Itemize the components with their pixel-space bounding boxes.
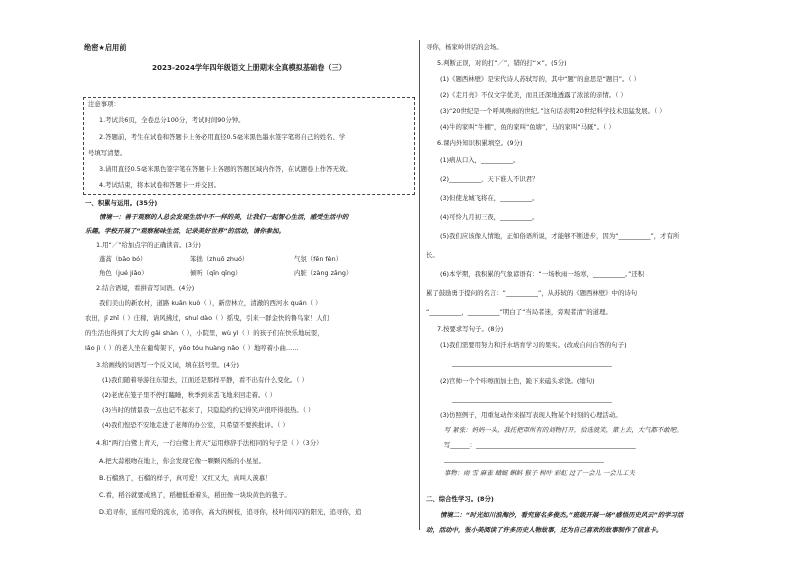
column-divider bbox=[419, 40, 420, 530]
fill-item: (2)__________，天下谁人不识君？ bbox=[440, 175, 539, 183]
answer-line: __________________________________________________ bbox=[452, 359, 612, 367]
fill-item: (6)本学期，我积累的气象谚语有：“一场秋雨一场寒，__________。”还积 bbox=[440, 270, 645, 278]
fill-item: (3)但使龙城飞将在，__________。 bbox=[440, 194, 539, 202]
judge-item: (2)《走月亮》不仅文字优美，而且还深地透露了浓浓的亲情。（ ） bbox=[440, 91, 627, 99]
fill-item: (1)病从口入，__________。 bbox=[440, 156, 520, 164]
pinyin-item: 气氛（fēn fèn） bbox=[294, 255, 343, 263]
notice-item: 3.请用直径0.5毫米黑色签字笔在答题卡上各题的答题区域内作答，在试题卷上作答无效。 bbox=[99, 165, 352, 173]
judge-item: (1)《题西林壁》是宋代诗人苏轼写的，其中“题”的意思是“题目”。（ ） bbox=[440, 75, 641, 83]
scene-text: 乐趣。学校开展了“观察秘味生活，记录美好世界”的活动，请你参加。 bbox=[85, 227, 285, 235]
question-1: 1.用“／”给加点字的正确读音。(3分) bbox=[96, 241, 201, 249]
pinyin-item: 倾听（qīn qīng） bbox=[190, 269, 242, 277]
passage-line: 农田，jī zhǐ（ ）庄稼，请风拂过，shuí dào（ ）摇曳，引来一群金快的鲁鸟家！人们 bbox=[85, 314, 330, 322]
fill-item: 累了鼓励勇于提问的名言：“__________”，从苏轼的《题西林壁》中的诗句 bbox=[426, 289, 638, 297]
option-c: C.看，稻谷就要成熟了，稻穗低垂着头，稻田像一块块黄色的毯子。 bbox=[99, 491, 291, 499]
question-2: 2.结合语境，看拼音写词语。(4分) bbox=[96, 284, 195, 292]
option-a: A.把大蒜根吻在地上，你会发现它像一颗颗闪烁的小星星。 bbox=[99, 457, 266, 465]
continued-text: 寻你，杨家岭讲话的会场。 bbox=[426, 43, 503, 51]
antonym-item: (3)当时的情景我一点也记不起来了，只隐隐约约记得笑声很吓得很热。（ ） bbox=[102, 406, 315, 414]
answer-line: __________________________________________________ bbox=[444, 455, 604, 463]
fill-item: (4)可怜九月初三夜，__________。 bbox=[440, 213, 539, 221]
judge-item: (4)牛的家叫“牛棚”，鱼的家叫“鱼塘”，马的家叫“马厩”。（ ） bbox=[440, 123, 615, 131]
question-7: 7.按要求写句子。(8分) bbox=[437, 325, 504, 333]
section-heading: 一、积累与运用。(35分) bbox=[85, 199, 158, 207]
notice-item: 号填写清楚。 bbox=[88, 149, 127, 157]
antonym-item: (4)我们惶恐不安地走进了老师的办公室，只希望不要挨批评。（ ） bbox=[102, 421, 289, 429]
rewrite-item: (2)官帅一个个咔嚓面加土色，跪下来磕头求饶。(缩句) bbox=[440, 377, 595, 385]
question-5: 5.判断正误，对的打“／”，错的打“×”。(5分) bbox=[437, 59, 567, 67]
antonym-item: (2)老虎在笼子里不停打瞌睡，秋季到来丢飞地来回走着。（ ） bbox=[102, 391, 277, 399]
option-d: D.追寻你，延绵可爱的流水，追寻你，高大的树枝，追寻你，枝叶间闪闪的阳光，追寻你，追 bbox=[99, 508, 362, 516]
pinyin-item: 角色（jué jiǎo） bbox=[99, 269, 148, 277]
pinyin-item: 内脏（zàng zāng） bbox=[294, 269, 353, 277]
notice-heading: 注意事项： bbox=[88, 100, 120, 108]
example-sentence: 写 紧张：妈妈一头，我托把罩所有的刘物打开，恰选就笑，第上去，大气都不敢吧。 bbox=[444, 426, 683, 434]
fill-item: (5)我们应该像人情地，正如俗语所说，才能够不断进步，因为“__________”，才有所 bbox=[440, 232, 680, 240]
passage-line: 的生活也得到了大大的 gǎi shàn（ ），小院里，wù yì（ ）的孩子们在快乐地玩耍， bbox=[85, 329, 324, 337]
notice-item: 2.答题前，考生在试卷和答题卡上务必用直径0.5毫米黑色墨水签字笔将自己的姓名、学 bbox=[99, 133, 346, 141]
scene-text: 动，活动中，张小美阅读了许多历史人物故事，还为自己喜欢的故事制作了信息卡。 bbox=[426, 526, 663, 534]
antonym-item: (1)我们随着导游往东望去，江面还是那样平静，看不出有什么变化。（ ） bbox=[102, 376, 308, 384]
question-6: 6.课内外知识积累填空。(9分) bbox=[437, 139, 523, 147]
secret-mark: 绝密★启用前 bbox=[84, 43, 127, 52]
passage-line: lǎo jì（ ）的老人坐在葡萄架下，yōo tóu huàng nǎo（ ）地哼着小曲…… bbox=[85, 344, 299, 352]
question-4: 4.和“两行白鹭上青天，一行白鹭上青天”运用修辞手法相同的句子是（ ）（3分） bbox=[96, 439, 323, 447]
scene-text: 情境二：“时光如川浪淘沙，看究留名多俊杰。”班级开展一场“感悟历史风云”的学习活 bbox=[440, 511, 684, 519]
rewrite-item: (1)我们需要用努力和汗水培育学习的果实。(改成自问自答的句子) bbox=[440, 341, 627, 349]
section-heading: 二、综合性学习。(8分) bbox=[426, 495, 494, 503]
rewrite-item: (3)仿照例子，用重复动作来描写表现人物某个时刻的心理活动。 bbox=[440, 411, 622, 419]
judge-item: (3)“20世纪是一个呼风唤雨的世纪。”这句话表明20世纪科学技术迅猛发展。（ ） bbox=[440, 107, 666, 115]
notice-item: 1.考试共6页，全卷总分100分，考试时间90分钟。 bbox=[99, 116, 245, 124]
fill-item: “__________，__________”明白了“当局者迷，旁观者清”的道理。 bbox=[426, 308, 612, 316]
pinyin-item: 笨拙（zhuō zhuó） bbox=[190, 255, 249, 263]
passage-line: 我们美山的新农村，道路 kuān kuò（ ），新房林立，清澈的西河水 quán（ ） bbox=[99, 299, 322, 307]
answer-line: 写______：__________________________________________________ bbox=[444, 441, 636, 449]
answer-line: __________________________________________________ bbox=[452, 395, 612, 403]
notice-item: 4.考试结束，将本试卷和答题卡一并交回。 bbox=[99, 181, 221, 189]
word-bank: 事物：雨 雪 麻雀 蜻蜓 蝌蚪 猴子 树叶 彩虹 过了一会儿 一会儿工夫 bbox=[444, 469, 635, 477]
option-b: B.石榴熟了，石榴的样子，真可爱！又红又大，真叫人羡慕！ bbox=[99, 474, 272, 482]
pinyin-item: 蓬蒿（bāo bó） bbox=[99, 255, 147, 263]
question-3: 3.给画线的词语写一个反义词，填在括号里。(4分) bbox=[96, 361, 239, 369]
scene-text: 情境一：善于观察的人总会发现生活中不一样的美，让我们一起智心生活，感受生活中的 bbox=[99, 213, 349, 221]
fill-item: 长。 bbox=[426, 251, 439, 259]
page-title: 2023-2024学年四年级语文上册期末全真模拟基础卷（三） bbox=[152, 63, 346, 72]
